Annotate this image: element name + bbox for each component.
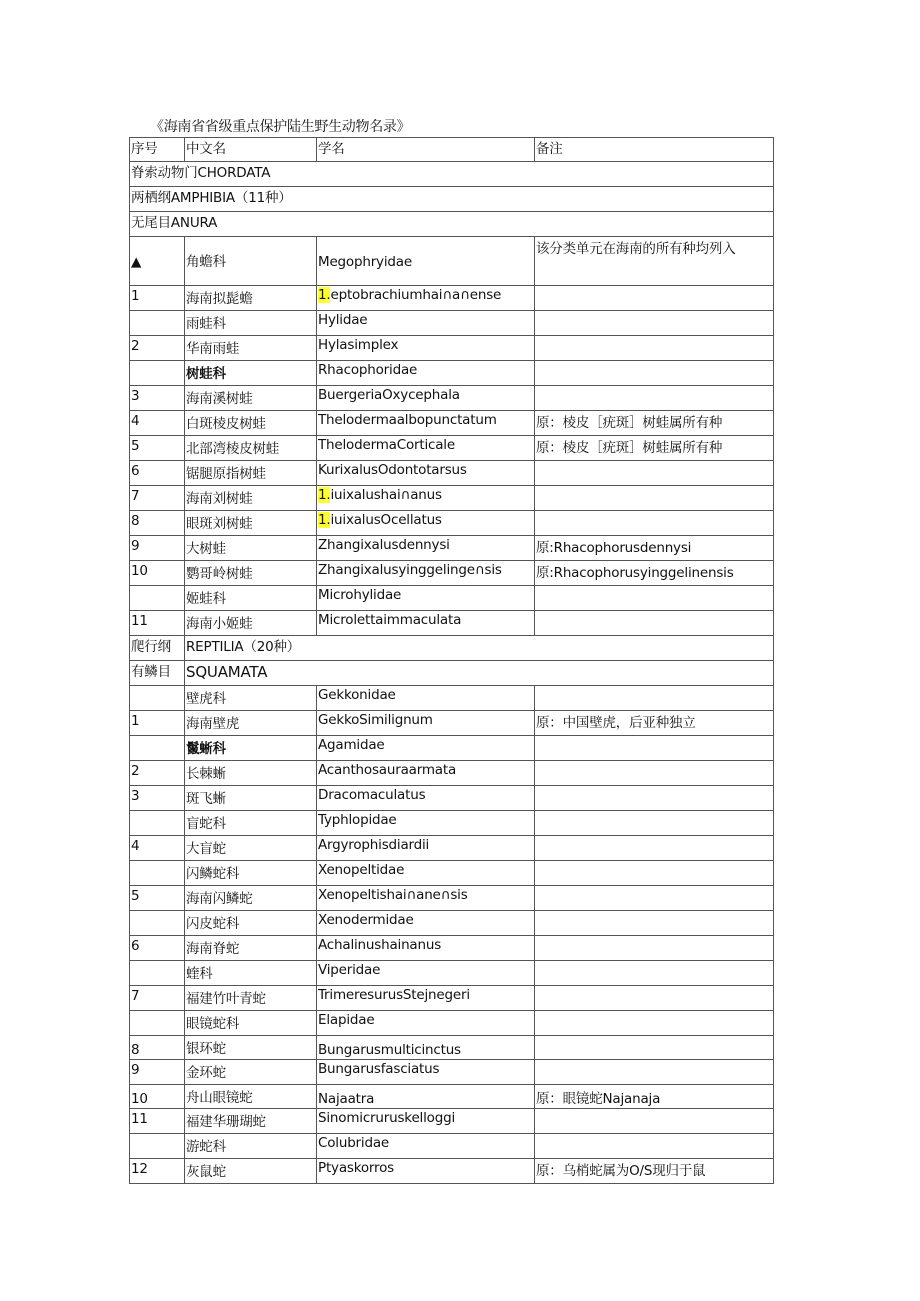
row-number (130, 911, 185, 936)
remark (535, 836, 774, 861)
chinese-name: 金环蛇 (185, 1060, 317, 1085)
row-number: 8 (130, 511, 185, 536)
row-number (130, 811, 185, 836)
chinese-name: 姬蛙科 (185, 586, 317, 611)
scientific-name-text: eptobrachiumhai∩a∩ense (330, 287, 502, 303)
chinese-name: 游蛇科 (185, 1134, 317, 1159)
remark (535, 586, 774, 611)
row-number (130, 361, 185, 386)
scientific-name-text: Sinomicruruskelloggi (318, 1110, 455, 1126)
chinese-name: 眼斑刘树蛙 (185, 511, 317, 536)
scientific-name-text: iuixalushai∩anus (330, 487, 442, 503)
chinese-name: 大树蛙 (185, 536, 317, 561)
scientific-name-text: Xenodermidae (318, 912, 414, 928)
scientific-name (317, 1011, 535, 1036)
table-row (130, 1060, 774, 1085)
scientific-name-text: TrimeresurusStejnegeri (318, 987, 470, 1003)
scientific-name-text: Bungarusmulticinctus (318, 1042, 461, 1058)
phylum-row (130, 162, 774, 187)
scientific-name-text: Acanthosauraarmata (318, 762, 457, 778)
class-reptilia-sci: REPTILIA（20种） (185, 636, 774, 661)
scientific-name (317, 611, 535, 636)
chinese-name: 海南刘树蛙 (185, 486, 317, 511)
remark (535, 361, 774, 386)
scientific-name (317, 286, 535, 311)
chinese-name: 眼镜蛇科 (185, 1011, 317, 1036)
table-row (130, 736, 774, 761)
chinese-name: 华南雨蛙 (185, 336, 317, 361)
row-number: 6 (130, 936, 185, 961)
scientific-name (317, 436, 535, 461)
remark: 原：棱皮［疣斑］树蛙属所有种 (535, 411, 774, 436)
table-row (130, 761, 774, 786)
row-number: 8 (130, 1036, 185, 1060)
remark (535, 1109, 774, 1134)
scientific-name (317, 486, 535, 511)
chinese-name: 海南壁虎 (185, 711, 317, 736)
row-number (130, 686, 185, 711)
table-row (130, 586, 774, 611)
header-cn: 中文名 (185, 138, 317, 162)
chinese-name: 闪鳞蛇科 (185, 861, 317, 886)
row-number: 6 (130, 461, 185, 486)
table-row (130, 286, 774, 311)
scientific-name-text: Najaatra (318, 1091, 375, 1107)
chinese-name: 角蟾科 (185, 237, 317, 286)
chinese-name: 福建华珊瑚蛇 (185, 1109, 317, 1134)
row-number: 4 (130, 411, 185, 436)
scientific-name (317, 1134, 535, 1159)
row-number (130, 586, 185, 611)
chinese-name: 海南拟髭蟾 (185, 286, 317, 311)
scientific-name-text: Gekkonidae (318, 687, 396, 703)
row-number: 1 (130, 711, 185, 736)
chinese-name: 海南闪鳞蛇 (185, 886, 317, 911)
row-number: 7 (130, 486, 185, 511)
row-number: 3 (130, 786, 185, 811)
row-number: 5 (130, 886, 185, 911)
chinese-name: 树蛙科 (185, 361, 317, 386)
remark (535, 1011, 774, 1036)
row-number: 7 (130, 986, 185, 1011)
row-number: 12 (130, 1159, 185, 1184)
scientific-name (317, 761, 535, 786)
scientific-name-text: Zhangixalusdennysi (318, 537, 450, 553)
table-row (130, 561, 774, 586)
row-number: 3 (130, 386, 185, 411)
chinese-name: 海南溪树蛙 (185, 386, 317, 411)
row-number (130, 736, 185, 761)
row-number: 11 (130, 611, 185, 636)
scientific-name (317, 911, 535, 936)
header-row (130, 138, 774, 162)
table-row (130, 311, 774, 336)
scientific-name (317, 811, 535, 836)
chinese-name: 海南小姬蛙 (185, 611, 317, 636)
scientific-name (317, 237, 535, 286)
scientific-name-text: Zhangixalusyinggelinge∩sis (318, 562, 502, 578)
chinese-name: 福建竹叶青蛇 (185, 986, 317, 1011)
remark (535, 736, 774, 761)
table-row (130, 536, 774, 561)
row-number (130, 961, 185, 986)
highlight-mark: 1. (318, 487, 331, 503)
table-row (130, 1159, 774, 1184)
chinese-name: 银环蛇 (185, 1036, 317, 1060)
phylum-label: 脊索动物门CHORDATA (130, 162, 774, 187)
remark (535, 861, 774, 886)
scientific-name (317, 586, 535, 611)
scientific-name (317, 1085, 535, 1109)
scientific-name-text: Xenopeltidae (318, 862, 405, 878)
header-no: 序号 (130, 138, 185, 162)
remark (535, 461, 774, 486)
scientific-name (317, 786, 535, 811)
row-number (130, 1134, 185, 1159)
page-title: 《海南省省级重点保护陆生野生动物名录》 (150, 119, 411, 135)
chinese-name: 北部湾棱皮树蛙 (185, 436, 317, 461)
scientific-name-text: BuergeriaOxycephala (318, 387, 460, 403)
table-row (130, 911, 774, 936)
row-number: 2 (130, 761, 185, 786)
scientific-name (317, 536, 535, 561)
header-sci: 学名 (317, 138, 535, 162)
order-squamata-sci: SQUAMATA (185, 661, 774, 686)
remark (535, 336, 774, 361)
scientific-name-text: Hylasimplex (318, 337, 399, 353)
chinese-name: 灰鼠蛇 (185, 1159, 317, 1184)
chinese-name: 海南脊蛇 (185, 936, 317, 961)
scientific-name-text: Microlettaimmaculata (318, 612, 462, 628)
scientific-name-text: Microhylidae (318, 587, 402, 603)
remark (535, 936, 774, 961)
scientific-name (317, 361, 535, 386)
remark: 原:Rhacophorusyinggelinensis (535, 561, 774, 586)
header-note: 备注 (535, 138, 774, 162)
scientific-name-text: Bungarusfasciatus (318, 1061, 440, 1077)
remark (535, 886, 774, 911)
order-anura-label: 无尾目ANURA (130, 212, 774, 237)
chinese-name: 长棘蜥 (185, 761, 317, 786)
highlight-mark: 1. (318, 287, 331, 303)
table-row (130, 486, 774, 511)
remark: 该分类单元在海南的所有种均列入 (535, 237, 774, 286)
highlight-mark: 1. (318, 512, 331, 528)
scientific-name-text: Argyrophisdiardii (318, 837, 430, 853)
remark (535, 286, 774, 311)
remark (535, 1134, 774, 1159)
remark (535, 611, 774, 636)
scientific-name (317, 686, 535, 711)
scientific-name-text: Rhacophoridae (318, 362, 418, 378)
order-anura-row (130, 212, 774, 237)
chinese-name: 锯腿原指树蛙 (185, 461, 317, 486)
table-row (130, 511, 774, 536)
row-number: ▲ (130, 237, 185, 286)
scientific-name-text: Megophryidae (318, 254, 412, 270)
row-number: 2 (130, 336, 185, 361)
table-row (130, 836, 774, 861)
row-number: 9 (130, 536, 185, 561)
scientific-name-text: iuixalusOcellatus (330, 512, 442, 528)
table-row (130, 961, 774, 986)
scientific-name (317, 1060, 535, 1085)
scientific-name (317, 461, 535, 486)
table-row (130, 986, 774, 1011)
chinese-name: 盲蛇科 (185, 811, 317, 836)
species-table (129, 137, 774, 1184)
scientific-name (317, 936, 535, 961)
order-squamata-row (130, 661, 774, 686)
table-row (130, 411, 774, 436)
chinese-name: 雨蛙科 (185, 311, 317, 336)
scientific-name-text: Hylidae (318, 312, 368, 328)
row-number: 10 (130, 561, 185, 586)
scientific-name-text: Achalinushainanus (318, 937, 442, 953)
row-number (130, 861, 185, 886)
row-number: 4 (130, 836, 185, 861)
row-number: 5 (130, 436, 185, 461)
scientific-name-text: Colubridae (318, 1135, 390, 1151)
row-number (130, 1011, 185, 1036)
scientific-name (317, 561, 535, 586)
remark: 原：棱皮［疣斑］树蛙属所有种 (535, 436, 774, 461)
scientific-name-text: Viperidae (318, 962, 381, 978)
row-number: 11 (130, 1109, 185, 1134)
scientific-name (317, 1109, 535, 1134)
scientific-name (317, 886, 535, 911)
table-row (130, 861, 774, 886)
table-row (130, 811, 774, 836)
chinese-name: 鬣蜥科 (185, 736, 317, 761)
remark (535, 311, 774, 336)
table-row (130, 237, 774, 286)
scientific-name-text: Elapidae (318, 1012, 375, 1028)
remark (535, 1060, 774, 1085)
scientific-name-text: Agamidae (318, 737, 385, 753)
chinese-name: 舟山眼镜蛇 (185, 1085, 317, 1109)
scientific-name (317, 386, 535, 411)
scientific-name (317, 986, 535, 1011)
class-amphibia-row (130, 187, 774, 212)
scientific-name-text: GekkoSimilignum (318, 712, 433, 728)
table-row (130, 1036, 774, 1060)
order-squamata-cn: 有鳞目 (130, 661, 185, 686)
class-reptilia-row (130, 636, 774, 661)
chinese-name: 鹦哥岭树蛙 (185, 561, 317, 586)
table-row (130, 1085, 774, 1109)
scientific-name-text: Xenopeltishai∩ane∩sis (318, 887, 468, 903)
chinese-name: 蝰科 (185, 961, 317, 986)
table-row (130, 611, 774, 636)
scientific-name (317, 736, 535, 761)
table-row (130, 711, 774, 736)
table-row (130, 1011, 774, 1036)
scientific-name (317, 836, 535, 861)
scientific-name (317, 311, 535, 336)
scientific-name-text: Typhlopidae (318, 812, 397, 828)
row-number (130, 311, 185, 336)
remark (535, 486, 774, 511)
row-number: 10 (130, 1085, 185, 1109)
scientific-name (317, 711, 535, 736)
scientific-name (317, 1036, 535, 1060)
table-row (130, 886, 774, 911)
remark (535, 986, 774, 1011)
scientific-name (317, 1159, 535, 1184)
table-row (130, 686, 774, 711)
table-row (130, 361, 774, 386)
scientific-name-text: Thelodermaalbopunctatum (318, 412, 497, 428)
remark (535, 1036, 774, 1060)
remark (535, 786, 774, 811)
table-row (130, 386, 774, 411)
table-row (130, 936, 774, 961)
remark (535, 761, 774, 786)
remark (535, 911, 774, 936)
table-row (130, 336, 774, 361)
scientific-name (317, 336, 535, 361)
remark (535, 961, 774, 986)
table-row (130, 786, 774, 811)
remark (535, 811, 774, 836)
scientific-name (317, 961, 535, 986)
remark (535, 686, 774, 711)
chinese-name: 壁虎科 (185, 686, 317, 711)
table-row (130, 436, 774, 461)
scientific-name (317, 411, 535, 436)
class-amphibia-label: 两栖纲AMPHIBIA（11种） (130, 187, 774, 212)
class-reptilia-cn: 爬行纲 (130, 636, 185, 661)
scientific-name-text: KurixalusOdontotarsus (318, 462, 467, 478)
remark: 原：乌梢蛇属为O/S现归于鼠 (535, 1159, 774, 1184)
row-number: 9 (130, 1060, 185, 1085)
remark (535, 511, 774, 536)
scientific-name (317, 861, 535, 886)
scientific-name-text: ThelodermaCorticale (318, 437, 455, 453)
scientific-name-text: Ptyaskorros (318, 1160, 394, 1176)
row-number: 1 (130, 286, 185, 311)
remark: 原：中国壁虎，后亚种独立 (535, 711, 774, 736)
table-row (130, 461, 774, 486)
remark: 原：眼镜蛇Najanaja (535, 1085, 774, 1109)
table-row (130, 1109, 774, 1134)
scientific-name (317, 511, 535, 536)
table-row (130, 1134, 774, 1159)
chinese-name: 闪皮蛇科 (185, 911, 317, 936)
remark: 原:Rhacophorusdennysi (535, 536, 774, 561)
remark (535, 386, 774, 411)
chinese-name: 斑飞蜥 (185, 786, 317, 811)
chinese-name: 大盲蛇 (185, 836, 317, 861)
scientific-name-text: Dracomaculatus (318, 787, 426, 803)
chinese-name: 白斑棱皮树蛙 (185, 411, 317, 436)
